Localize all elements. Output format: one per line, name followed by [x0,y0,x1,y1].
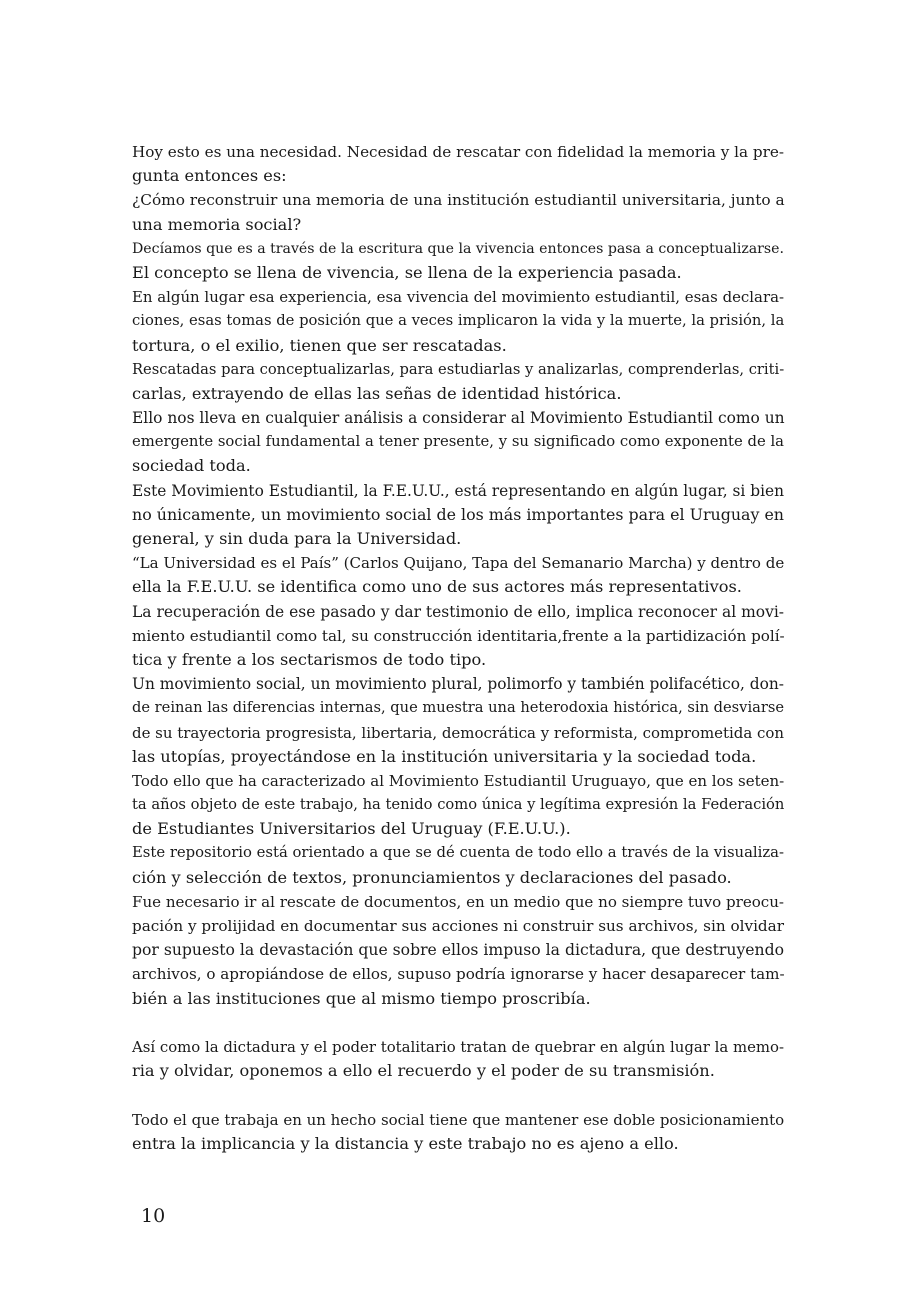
text-line: tica y frente a los sectarismos de todo tipo. [132,649,487,669]
text-line: Este Movimiento Estudiantil, la F.E.U.U., está representando en algún lugar, si bien [132,481,784,500]
paragraph [132,285,784,358]
text-line: Hoy esto es una necesidad. Necesidad de rescatar con fidelidad la memoria y la pre- [132,143,784,161]
page-number: 10 [141,1205,166,1227]
paragraph [132,479,784,552]
text-line: carlas, extrayendo de ellas las señas de identidad histórica. [132,383,622,403]
text-line: por supuesto la devastación que sobre ellos impuso la dictadura, que destruyendo [132,940,784,960]
paragraph [132,600,784,673]
paragraph [132,188,784,236]
paragraph [132,1108,784,1156]
text-line: Un movimiento social, un movimiento plural, polimorfo y también polifacético, don- [132,675,784,694]
text-line: una memoria social? [132,214,302,234]
paragraph [132,672,784,769]
paragraph-gap [132,1011,784,1035]
paragraph [132,237,784,285]
text-line: ta años objeto de este trabajo, ha tenido como única y legítima expresión la Federación [132,796,785,814]
text-line: Ello nos lleva en cualquier análisis a considerar al Movimiento Estudiantil como un [132,409,785,428]
text-line: ria y olvidar, oponemos a ello el recuerdo y el poder de su transmisión. [132,1061,715,1081]
text-line: archivos, o apropiándose de ellos, supuso podría ignorarse y hacer desaparecer tam- [132,965,785,984]
text-line: pación y prolijidad en documentar sus acciones ni construir sus archivos, sin olvidar [132,917,784,935]
text-line: de reinan las diferencias internas, que muestra una heterodoxia histórica, sin desviarse [132,699,784,717]
text-line: las utopías, proyectándose en la institución universitaria y la sociedad toda. [132,746,757,766]
paragraph [132,140,784,188]
text-line: El concepto se llena de vivencia, se llena de la experiencia pasada. [132,262,682,282]
text-line: Este repositorio está orientado a que se dé cuenta de todo ello a través de la visualiza- [132,844,784,862]
text-line: La recuperación de ese pasado y dar testimonio de ello, implica reconocer al movi- [132,602,784,621]
paragraph [132,841,784,889]
text-line: ella la F.E.U.U. se identifica como uno de sus actores más representativos. [132,577,742,597]
text-line: ¿Cómo reconstruir una memoria de una institución estudiantil universitaria, junto a [132,191,785,210]
text-line: emergente social fundamental a tener presente, y su significado como exponente de la [132,433,784,451]
text-line: general, y sin duda para la Universidad. [132,529,462,548]
text-line: sociedad toda. [132,456,251,476]
text-line: Todo el que trabaja en un hecho social tiene que mantener ese doble posicionamiento [132,1110,785,1129]
text-line: “La Universidad es el País” (Carlos Quijano, Tapa del Semanario Marcha) y dentro de [132,554,785,573]
text-line: Fue necesario ir al rescate de documentos, en un medio que no siempre tuvo preocu- [132,892,784,911]
text-line: de Estudiantes Universitarios del Uruguay (F.E.U.U.). [132,819,571,839]
text-line: Así como la dictadura y el poder totalitario tratan de quebrar en algún lugar la memo- [132,1037,784,1056]
text-line: Decíamos que es a través de la escritura que la vivencia entonces pasa a conceptualizarse. [132,240,784,257]
text-line: tortura, o el exilio, tienen que ser rescatadas. [132,335,507,355]
text-line: bién a las instituciones que al mismo tiempo proscribía. [132,988,591,1008]
text-line: ción y selección de textos, pronunciamientos y declaraciones del pasado. [132,867,732,887]
paragraph [132,769,784,842]
paragraph-gap [132,1083,784,1107]
paragraph [132,406,784,479]
body-text [132,140,784,1156]
paragraph [132,890,784,1011]
text-line: miento estudiantil como tal, su construcción identitaria,frente a la partidización polí- [132,626,785,645]
text-line: no únicamente, un movimiento social de los más importantes para el Uruguay en [132,504,784,524]
text-line: de su trayectoria progresista, libertaria, democrática y reformista, comprometida con [132,723,785,742]
text-line: entra la implicancia y la distancia y este trabajo no es ajeno a ello. [132,1133,679,1153]
paragraph [132,358,784,406]
text-line: ciones, esas tomas de posición que a veces implicaron la vida y la muerte, la prisión, la [132,312,785,330]
text-line: En algún lugar esa experiencia, esa vivencia del movimiento estudiantil, esas declara- [132,288,784,307]
paragraph [132,551,784,599]
text-line: gunta entonces es: [132,166,287,186]
paragraph [132,1035,784,1083]
text-line: Todo ello que ha caracterizado al Movimiento Estudiantil Uruguayo, que en los seten- [132,771,785,790]
text-line: Rescatadas para conceptualizarlas, para estudiarlas y analizarlas, comprenderlas, criti- [132,360,785,378]
